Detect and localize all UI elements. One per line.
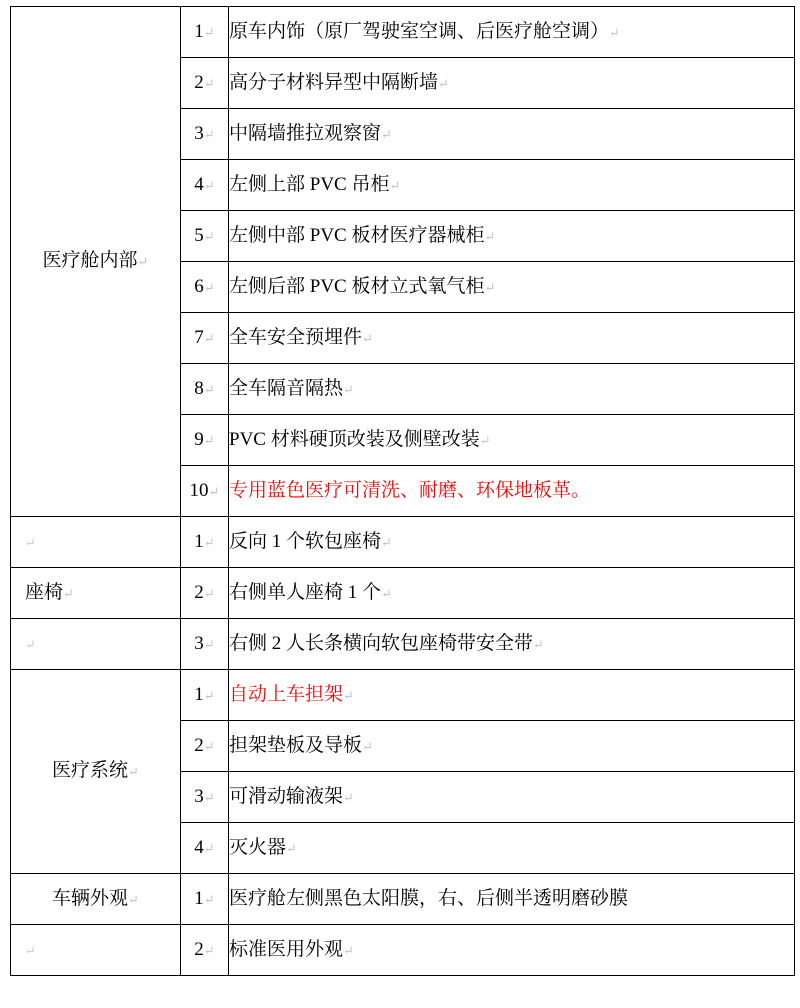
paragraph-mark: ↵ bbox=[343, 687, 354, 703]
row-item bbox=[229, 466, 795, 517]
row-number-text: 8 bbox=[194, 378, 204, 399]
row-item bbox=[229, 823, 795, 874]
paragraph-mark: ↵ bbox=[484, 228, 496, 244]
paragraph-mark: ↵ bbox=[203, 688, 215, 703]
paragraph-mark: ↵ bbox=[389, 177, 401, 193]
paragraph-mark: ↵ bbox=[203, 280, 215, 295]
row-item bbox=[229, 7, 795, 58]
paragraph-mark: ↵ bbox=[362, 738, 373, 754]
paragraph-mark: ↵ bbox=[362, 330, 373, 346]
row-item bbox=[229, 568, 795, 619]
row-number bbox=[181, 568, 229, 619]
row-item bbox=[229, 721, 795, 772]
row-number-text: 7 bbox=[194, 327, 204, 348]
row-number-text: 1 bbox=[194, 531, 204, 552]
row-item-text: PVC 材料硬顶改装及侧壁改装 bbox=[229, 428, 480, 450]
group-label: 车辆外观 bbox=[52, 887, 129, 909]
table-row bbox=[11, 670, 795, 721]
row-item-text: 医疗舱左侧黑色太阳膜，右、后侧半透明磨砂膜 bbox=[229, 887, 629, 909]
paragraph-mark: ↵ bbox=[203, 841, 215, 856]
row-item-text: 灭火器 bbox=[229, 836, 287, 858]
specification-table bbox=[10, 6, 795, 976]
table-row bbox=[11, 517, 795, 568]
row-item bbox=[229, 772, 795, 823]
row-item bbox=[229, 670, 795, 721]
row-number bbox=[181, 313, 229, 364]
row-item bbox=[229, 109, 795, 160]
row-number-text: 4 bbox=[194, 837, 204, 858]
row-number-text: 5 bbox=[194, 225, 204, 246]
row-item-text: 全车隔音隔热 bbox=[229, 377, 344, 399]
row-number bbox=[181, 772, 229, 823]
paragraph-mark: ↵ bbox=[203, 535, 215, 550]
row-item bbox=[229, 262, 795, 313]
group-label: 医疗舱内部 bbox=[42, 250, 138, 272]
paragraph-mark: ↵ bbox=[438, 75, 449, 91]
paragraph-mark: ↵ bbox=[25, 636, 36, 652]
row-number-text: 1 bbox=[194, 888, 204, 909]
paragraph-mark: ↵ bbox=[343, 789, 354, 805]
row-number-text: 1 bbox=[194, 684, 204, 705]
row-number bbox=[181, 7, 229, 58]
row-number-text: 2 bbox=[194, 582, 204, 603]
paragraph-mark: ↵ bbox=[203, 382, 215, 397]
paragraph-mark: ↵ bbox=[208, 484, 220, 499]
row-number bbox=[181, 670, 229, 721]
row-item-text: 左侧上部 PVC 吊柜 bbox=[229, 173, 390, 195]
row-number-text: 1 bbox=[194, 21, 204, 42]
paragraph-mark: ↵ bbox=[381, 126, 392, 142]
row-item bbox=[229, 925, 795, 976]
row-item bbox=[229, 517, 795, 568]
row-number bbox=[181, 619, 229, 670]
group-cell-blank bbox=[11, 925, 181, 976]
paragraph-mark: ↵ bbox=[203, 739, 215, 754]
row-item-text: 自动上车担架 bbox=[229, 683, 344, 705]
paragraph-mark: ↵ bbox=[484, 279, 496, 295]
table-row bbox=[11, 568, 795, 619]
row-number bbox=[181, 823, 229, 874]
row-number bbox=[181, 58, 229, 109]
row-number-text: 4 bbox=[194, 174, 204, 195]
paragraph-mark: ↵ bbox=[25, 534, 36, 550]
row-number bbox=[181, 925, 229, 976]
group-cell-seats bbox=[11, 568, 181, 619]
row-number bbox=[181, 211, 229, 262]
group-cell-blank bbox=[11, 517, 181, 568]
group-label: 座椅 bbox=[25, 581, 64, 603]
row-number-text: 2 bbox=[194, 735, 204, 756]
row-item-text: 可滑动输液架 bbox=[229, 785, 344, 807]
row-number bbox=[181, 160, 229, 211]
paragraph-mark: ↵ bbox=[203, 178, 215, 193]
row-number-text: 2 bbox=[194, 72, 204, 93]
group-label: 医疗系统 bbox=[52, 760, 129, 782]
row-item-text: 中隔墙推拉观察窗 bbox=[229, 122, 382, 144]
row-item bbox=[229, 364, 795, 415]
row-number bbox=[181, 721, 229, 772]
row-number bbox=[181, 517, 229, 568]
paragraph-mark: ↵ bbox=[63, 585, 74, 601]
row-number bbox=[181, 364, 229, 415]
document-page bbox=[0, 6, 800, 1008]
table-row bbox=[11, 619, 795, 670]
row-item bbox=[229, 160, 795, 211]
row-number-text: 3 bbox=[194, 633, 204, 654]
paragraph-mark: ↵ bbox=[203, 637, 215, 652]
row-number-text: 2 bbox=[194, 939, 204, 960]
paragraph-mark: ↵ bbox=[128, 764, 139, 780]
paragraph-mark: ↵ bbox=[343, 381, 354, 397]
table-row bbox=[11, 925, 795, 976]
row-number bbox=[181, 415, 229, 466]
row-number-text: 3 bbox=[194, 123, 204, 144]
group-cell-vehicle-appearance bbox=[11, 874, 181, 925]
paragraph-mark: ↵ bbox=[203, 229, 215, 244]
paragraph-mark: ↵ bbox=[203, 127, 215, 142]
paragraph-mark: ↵ bbox=[286, 840, 297, 856]
row-number bbox=[181, 109, 229, 160]
row-item bbox=[229, 313, 795, 364]
row-number-text: 3 bbox=[194, 786, 204, 807]
row-item-text: 反向 1 个软包座椅 bbox=[229, 530, 382, 552]
paragraph-mark: ↵ bbox=[203, 892, 215, 907]
row-item-text: 右侧单人座椅 1 个 bbox=[229, 581, 382, 603]
row-item bbox=[229, 58, 795, 109]
row-item bbox=[229, 211, 795, 262]
row-number-text: 10 bbox=[189, 480, 209, 501]
row-item bbox=[229, 874, 795, 925]
row-item-text: 左侧后部 PVC 板材立式氧气柜 bbox=[229, 275, 485, 297]
group-cell-blank bbox=[11, 619, 181, 670]
paragraph-mark: ↵ bbox=[533, 636, 544, 652]
row-number bbox=[181, 262, 229, 313]
paragraph-mark: ↵ bbox=[203, 76, 215, 91]
group-cell-medical-system bbox=[11, 670, 181, 874]
row-item-text: 左侧中部 PVC 板材医疗器械柜 bbox=[229, 224, 485, 246]
row-number bbox=[181, 874, 229, 925]
table-row bbox=[11, 7, 795, 58]
row-item-text: 标准医用外观 bbox=[229, 938, 344, 960]
table-row bbox=[11, 874, 795, 925]
row-item-text: 专用蓝色医疗可清洗、耐磨、环保地板革。 bbox=[229, 479, 591, 501]
group-cell-medical-cabin bbox=[11, 7, 181, 517]
paragraph-mark: ↵ bbox=[381, 534, 392, 550]
paragraph-mark: ↵ bbox=[381, 585, 392, 601]
paragraph-mark: ↵ bbox=[203, 586, 215, 601]
paragraph-mark: ↵ bbox=[203, 943, 215, 958]
row-number-text: 9 bbox=[194, 429, 204, 450]
paragraph-mark: ↵ bbox=[203, 25, 215, 40]
paragraph-mark: ↵ bbox=[128, 891, 139, 907]
row-item-text: 全车安全预埋件 bbox=[229, 326, 363, 348]
row-number-text: 6 bbox=[194, 276, 204, 297]
row-item-text: 原车内饰（原厂驾驶室空调、后医疗舱空调） bbox=[229, 20, 610, 42]
paragraph-mark: ↵ bbox=[25, 942, 36, 958]
paragraph-mark: ↵ bbox=[203, 331, 215, 346]
paragraph-mark: ↵ bbox=[609, 24, 620, 40]
row-item bbox=[229, 619, 795, 670]
row-item-text: 右侧 2 人长条横向软包座椅带安全带 bbox=[229, 632, 534, 654]
table-body bbox=[11, 7, 795, 976]
row-number bbox=[181, 466, 229, 517]
paragraph-mark: ↵ bbox=[343, 942, 354, 958]
row-item-text: 高分子材料异型中隔断墙 bbox=[229, 71, 439, 93]
row-item-text: 担架垫板及导板 bbox=[229, 734, 363, 756]
paragraph-mark: ↵ bbox=[137, 254, 149, 270]
paragraph-mark: ↵ bbox=[203, 433, 215, 448]
paragraph-mark: ↵ bbox=[203, 790, 215, 805]
paragraph-mark: ↵ bbox=[479, 432, 491, 448]
row-item bbox=[229, 415, 795, 466]
